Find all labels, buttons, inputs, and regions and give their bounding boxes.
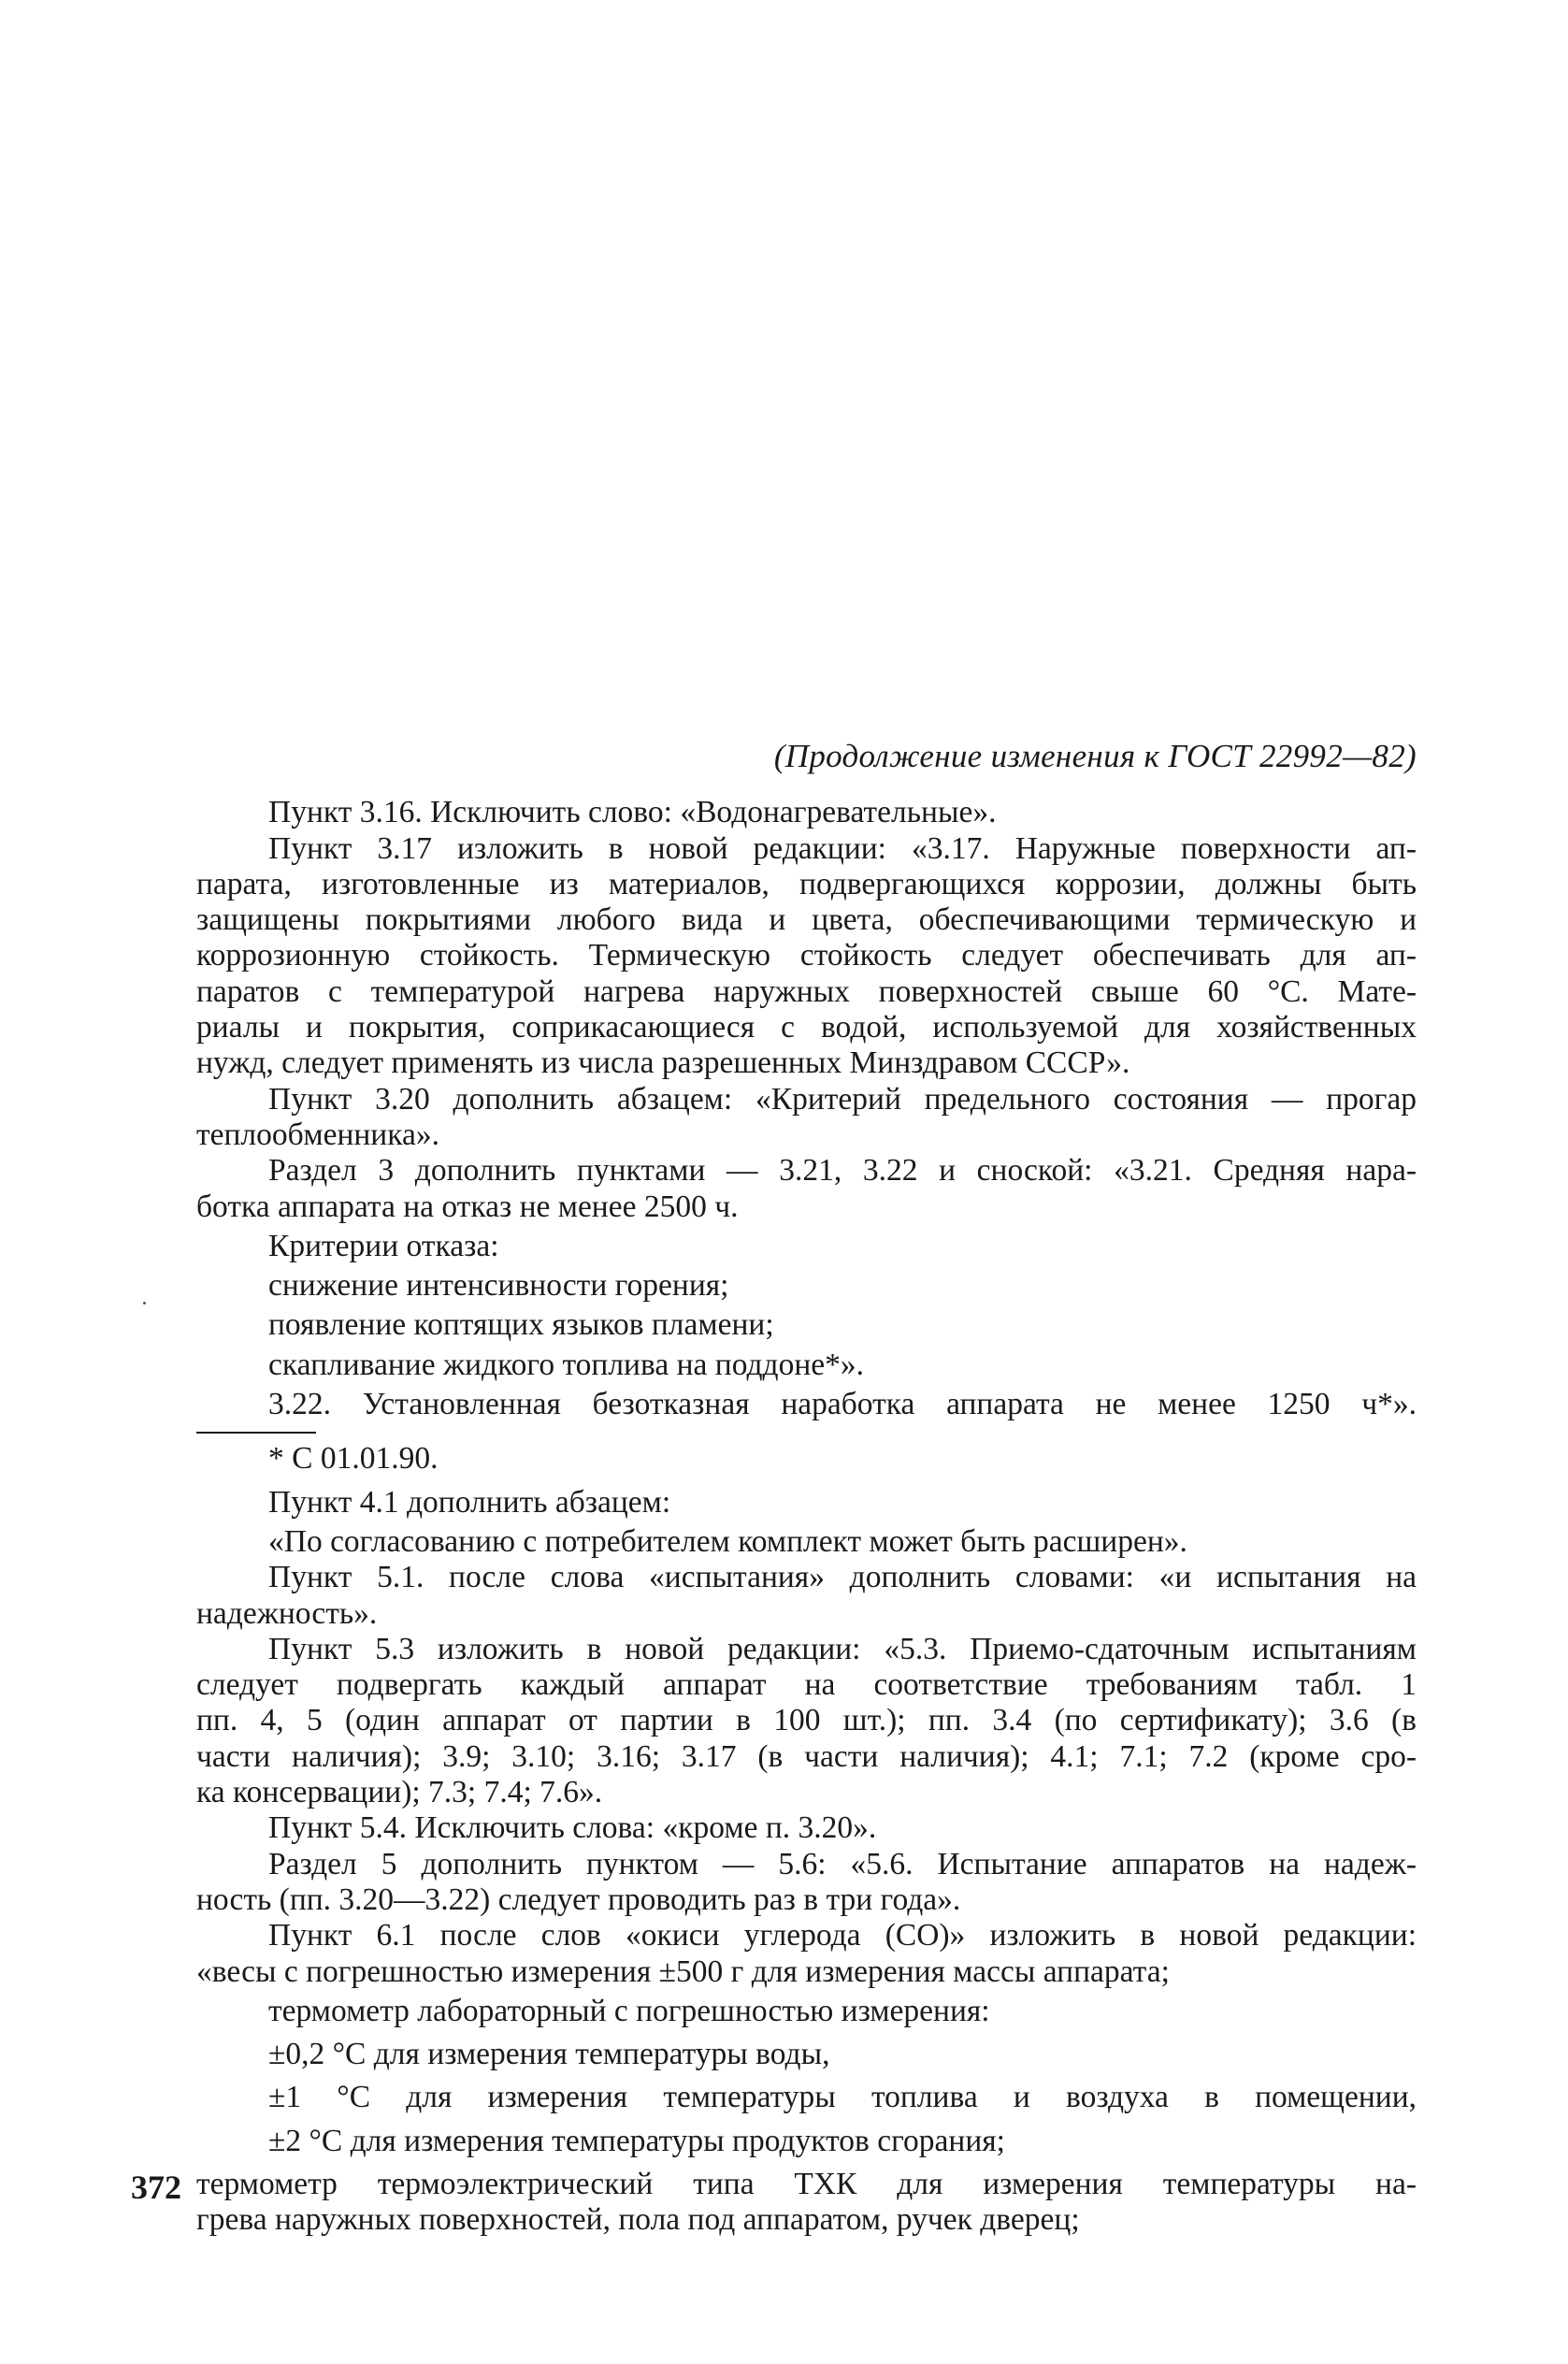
- text-line: защищены покрытиями любого вида и цвета, обеспечивающими термическую и: [196, 902, 1417, 938]
- text-line: снижение интенсивности горения;: [268, 1268, 729, 1304]
- text-line: Пункт 3.20 дополнить абзацем: «Критерий предельного состояния — прогар: [268, 1081, 1417, 1117]
- text-line: надежность».: [196, 1595, 378, 1631]
- paragraph-6-1: [196, 1918, 1417, 1990]
- footnote-text: * С 01.01.90.: [268, 1441, 439, 1477]
- text-line: ботка аппарата на отказ не менее 2500 ч.: [196, 1189, 739, 1224]
- text-line: Пункт 3.16. Исключить слово: «Водонагревательные».: [268, 795, 997, 830]
- text-line: появление коптящих языков пламени;: [268, 1307, 774, 1343]
- paragraph-5-4: [196, 1810, 1417, 1846]
- paragraph-3-20: [196, 1082, 1417, 1154]
- text-line: Пункт 6.1 после слов «окиси углерода (СО)» изложить в новой редакции:: [268, 1918, 1417, 1953]
- text-line: Пункт 5.1. после слова «испытания» дополнить словами: «и испытания на: [268, 1560, 1417, 1595]
- footnote-divider: [196, 1432, 316, 1434]
- list-item: [196, 1268, 1417, 1304]
- paragraph-3-16: [196, 795, 1417, 830]
- text-line: риалы и покрытия, соприкасающиеся с водой, используемой для хозяйственных: [196, 1010, 1417, 1045]
- text-line: «весы с погрешностью измерения ±500 г для измерения массы аппарата;: [196, 1953, 1170, 1989]
- list-item: [196, 2124, 1417, 2159]
- paragraph-3-22: [196, 1387, 1417, 1422]
- paragraph-thermometer: [196, 1994, 1417, 2029]
- text-line: коррозионную стойкость. Термическую стойкость следует обеспечивать для ап-: [196, 938, 1417, 973]
- text-line: Пункт 3.17 изложить в новой редакции: «3.17. Наружные поверхности ап-: [268, 830, 1417, 866]
- text-line: «По согласованию с потребителем комплект может быть расширен».: [268, 1523, 1187, 1559]
- footnote: [196, 1441, 1417, 1477]
- text-line: теплообменника».: [196, 1117, 439, 1152]
- list-item: [196, 2037, 1417, 2072]
- text-line: следует подвергать каждый аппарат на соответствие требованиям табл. 1: [196, 1667, 1417, 1703]
- text-line: Пункт 5.3 изложить в новой редакции: «5.3. Приемо-сдаточным испытаниям: [268, 1631, 1417, 1666]
- text-line: Пункт 4.1 дополнить абзацем:: [268, 1484, 671, 1520]
- text-line: нужд, следует применять из числа разрешенных Минздравом СССР».: [196, 1045, 1130, 1081]
- running-header: (Продолжение изменения к ГОСТ 22992—82): [773, 738, 1417, 774]
- text-line: ность (пп. 3.20—3.22) следует проводить раз в три года».: [196, 1881, 961, 1917]
- text-line: ка консервации); 7.3; 7.4; 7.6».: [196, 1775, 603, 1810]
- paragraph-section-5: [196, 1847, 1417, 1919]
- text-line: грева наружных поверхностей, пола под аппаратом, ручек дверец;: [196, 2202, 1080, 2238]
- list-item: [196, 2080, 1417, 2115]
- text-line: ±0,2 °С для измерения температуры воды,: [268, 2037, 830, 2072]
- text-line: пп. 4, 5 (один аппарат от партии в 100 шт.); пп. 3.4 (по сертификату); 3.6 (в: [196, 1703, 1417, 1738]
- text-line: 3.22. Установленная безотказная наработка аппарата не менее 1250 ч*».: [268, 1387, 1417, 1422]
- text-line: паратов с температурой нагрева наружных поверхностей свыше 60 °С. Мате-: [196, 973, 1417, 1009]
- text-line: скапливание жидкого топлива на поддоне*».: [268, 1347, 864, 1382]
- text-line: ±1 °С для измерения температуры топлива и воздуха в помещении,: [268, 2080, 1417, 2115]
- list-item: [196, 1348, 1417, 1383]
- paragraph-failure-criteria: [196, 1229, 1417, 1264]
- text-line: Пункт 5.4. Исключить слова: «кроме п. 3.20».: [268, 1810, 877, 1846]
- text-line: ±2 °С для измерения температуры продуктов сгорания;: [268, 2123, 1005, 2158]
- paragraph-5-3: [196, 1632, 1417, 1810]
- page-number: 372: [131, 2169, 181, 2206]
- text-line: части наличия); 3.9; 3.10; 3.16; 3.17 (в части наличия); 4.1; 7.1; 7.2 (кроме сро-: [196, 1738, 1417, 1774]
- paragraph-4-1: [196, 1485, 1417, 1521]
- paragraph-section-3: [196, 1153, 1417, 1225]
- text-line: парата, изготовленные из материалов, подвергающихся коррозии, должны быть: [196, 866, 1417, 901]
- document-page: [196, 739, 1417, 2239]
- paragraph-thermoelectric: [124, 2167, 1417, 2239]
- paragraph-5-1: [196, 1560, 1417, 1632]
- list-item: [196, 1307, 1417, 1343]
- text-line: Критерии отказа:: [268, 1228, 499, 1263]
- paragraph-4-1-quote: [196, 1524, 1417, 1560]
- text-line: Раздел 3 дополнить пунктами — 3.21, 3.22 и сноской: «3.21. Средняя нара-: [268, 1153, 1417, 1189]
- scan-speck: [143, 1302, 146, 1305]
- text-line: термометр термоэлектрический типа ТХК для измерения температуры на-: [196, 2166, 1417, 2201]
- text-line: Раздел 5 дополнить пунктом — 5.6: «5.6. Испытание аппаратов на надеж-: [268, 1846, 1417, 1881]
- paragraph-3-17: [196, 831, 1417, 1082]
- text-line: термометр лабораторный с погрешностью измерения:: [268, 1993, 990, 2028]
